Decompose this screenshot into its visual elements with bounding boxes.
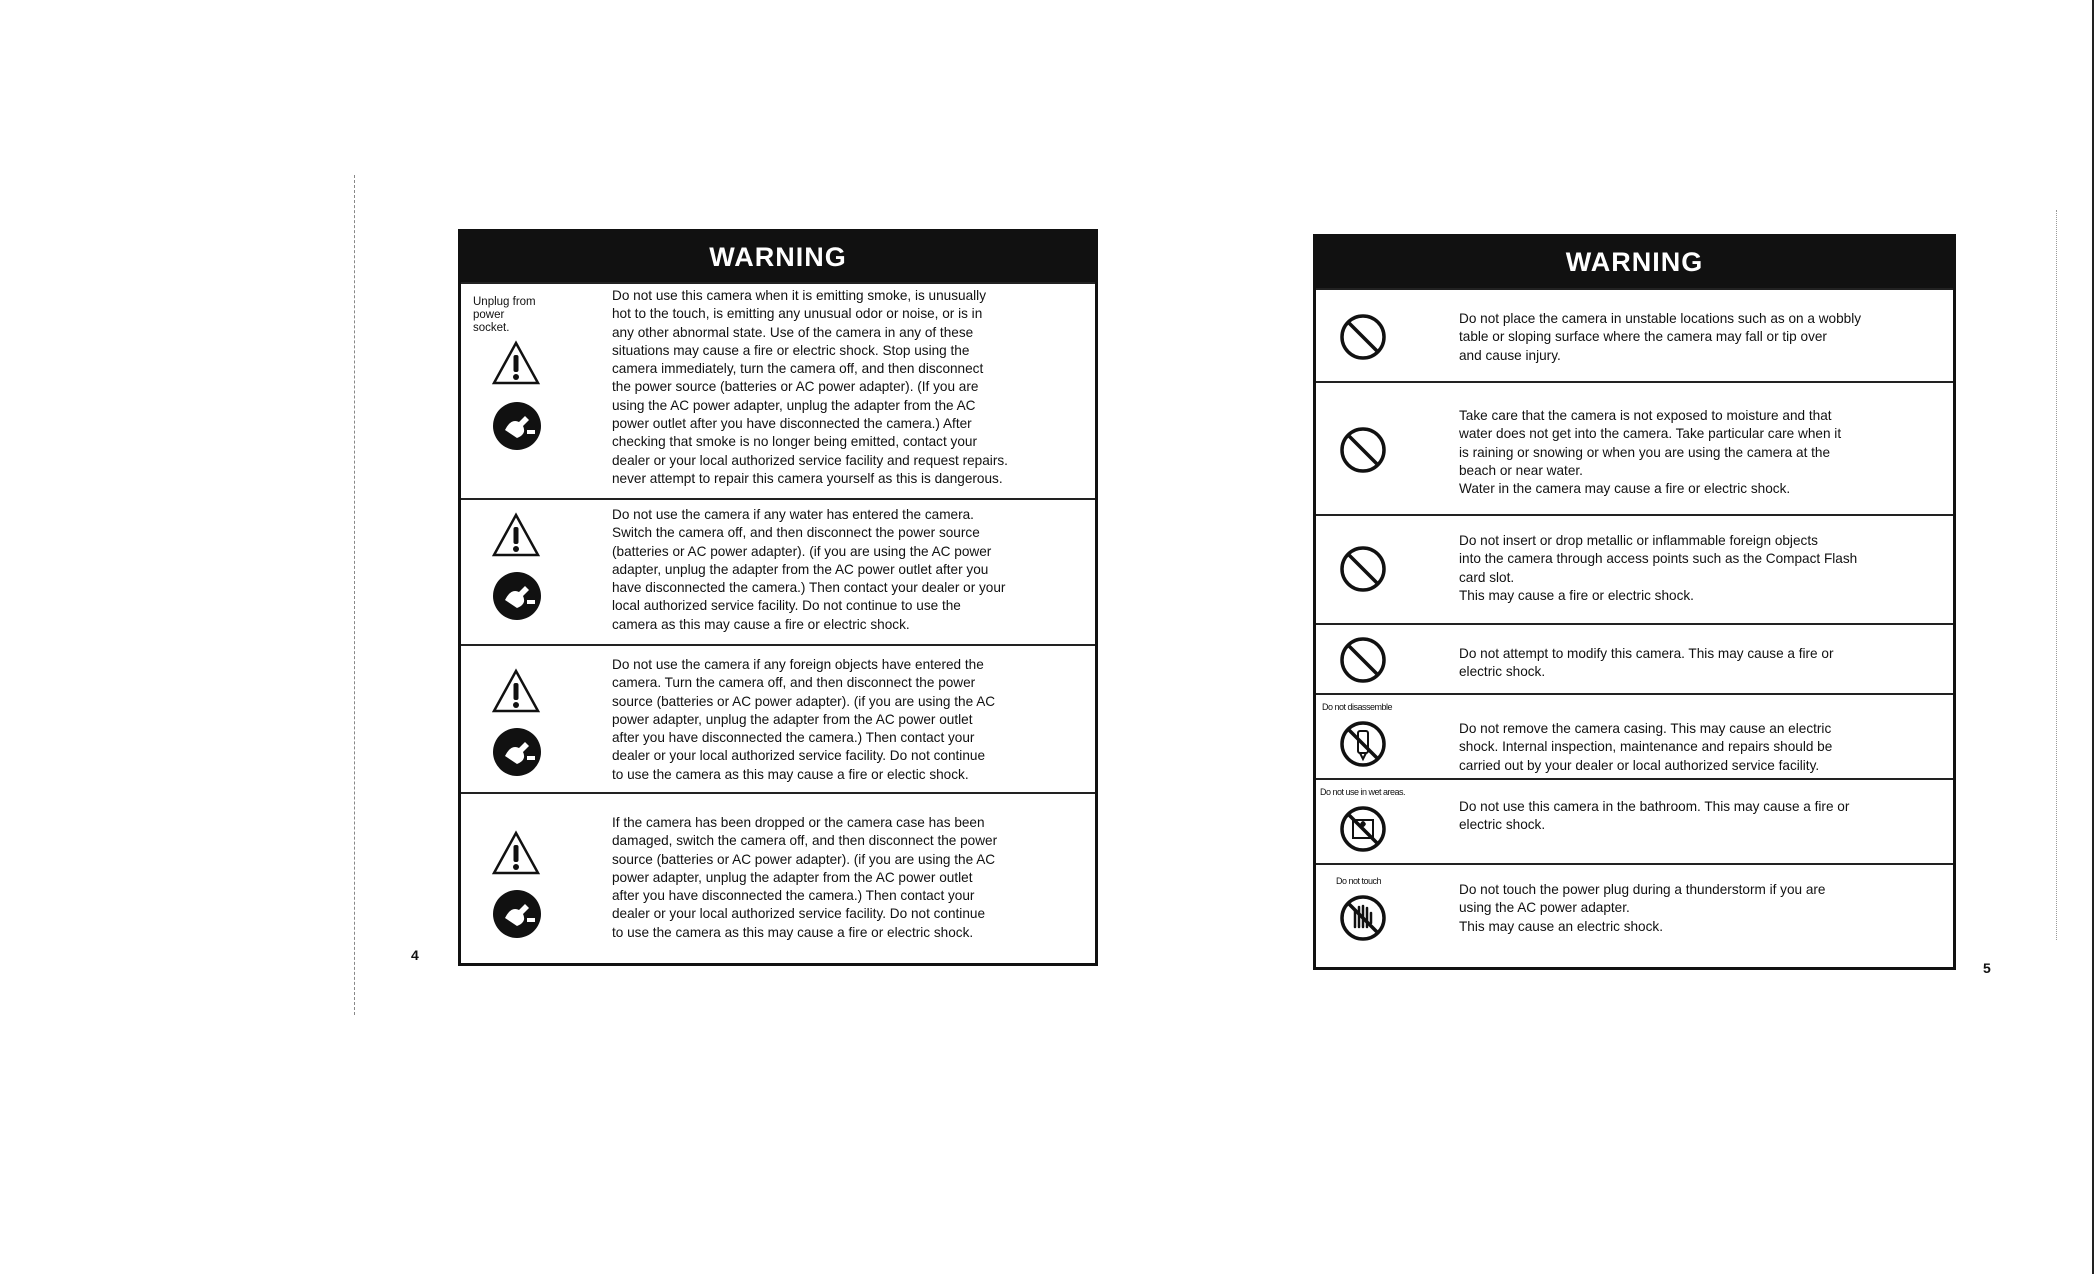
warning-text <box>1459 645 1909 682</box>
text-line: adapter, unplug the adapter from the AC power outlet after you <box>612 561 989 577</box>
icon-caption: Do not touch <box>1336 876 1382 886</box>
icon-column <box>473 296 559 335</box>
warning-text <box>612 287 1049 488</box>
text-line: beach or near water. <box>1459 462 1583 478</box>
text-line: Do not remove the camera casing. This may cause an electric <box>1459 721 1832 736</box>
unplug-icon <box>491 400 577 452</box>
text-line: after you have disconnected the camera.) Then contact your <box>612 730 975 746</box>
unplug-icon <box>491 570 577 622</box>
text-line: to use the camera as this may cause a fire or electic shock. <box>612 766 969 782</box>
caution-triangle-icon <box>491 830 577 876</box>
right-margin-guide <box>2056 210 2057 940</box>
text-line: source (batteries or AC power adapter). (if you are using the AC <box>612 851 996 867</box>
text-line: If the camera has been dropped or the camera case has been <box>612 815 985 830</box>
icon-caption: Do not disassemble <box>1322 702 1393 712</box>
warning-row <box>1316 693 1953 778</box>
text-line: dealer or your local authorized service facility. Do not continue <box>612 906 986 922</box>
caution-triangle-icon <box>491 340 577 386</box>
text-line: after you have disconnected the camera.) Then contact your <box>612 888 975 904</box>
text-line: carried out by your dealer or local authorized service facility. <box>1459 757 1820 773</box>
page-number: 5 <box>1983 960 1991 976</box>
text-line: have disconnected the camera.) Then contact your dealer or your <box>612 580 1006 596</box>
text-line: Switch the camera off, and then disconnect the power source <box>612 525 980 541</box>
warning-row <box>1316 514 1953 623</box>
text-line: Do not touch the power plug during a thunderstorm if you are <box>1459 882 1826 897</box>
do-not-use-wet-icon <box>1338 804 1424 854</box>
panel-title: WARNING <box>1316 237 1953 288</box>
text-line: shock. Internal inspection, maintenance and repairs should be <box>1459 739 1833 755</box>
page-edge <box>2092 0 2094 1274</box>
text-line: Do not insert or drop metallic or inflammable foreign objects <box>1459 533 1818 548</box>
warning-panel-right <box>1313 234 1956 970</box>
page-number: 4 <box>411 947 419 963</box>
text-line: (batteries or AC power adapter). (if you are using the AC power <box>612 543 992 559</box>
text-line: into the camera through access points such as the Compact Flash <box>1459 551 1858 567</box>
caution-triangle-icon <box>491 512 577 558</box>
do-not-touch-icon <box>1338 893 1424 943</box>
text-line: Do not use this camera when it is emitting smoke, is unusually <box>612 288 986 303</box>
prohibited-icon <box>1338 312 1424 362</box>
text-line: Water in the camera may cause a fire or electric shock. <box>1459 481 1791 497</box>
text-line: and cause injury. <box>1459 347 1561 363</box>
text-line: dealer or your local authorized service facility. Do not continue <box>612 748 986 764</box>
text-line: card slot. <box>1459 569 1515 585</box>
text-line: electric shock. <box>1459 817 1546 833</box>
warning-text <box>1459 881 1909 936</box>
warning-panel-left <box>458 229 1098 966</box>
text-line: power adapter, unplug the adapter from the AC power outlet <box>612 711 973 727</box>
prohibited-icon <box>1338 425 1424 475</box>
warning-text <box>612 506 1049 634</box>
text-line: camera. Turn the camera off, and then disconnect the power <box>612 675 976 691</box>
warning-row <box>461 498 1095 644</box>
warning-text <box>1459 532 1909 605</box>
text-line: local authorized service facility. Do not continue to use the <box>612 598 961 614</box>
text-line: table or sloping surface where the camera may fall or tip over <box>1459 329 1827 345</box>
panel-title: WARNING <box>461 232 1095 282</box>
warning-text <box>1459 798 1909 835</box>
text-line: camera as this may cause a fire or electric shock. <box>612 616 910 632</box>
unplug-icon <box>491 888 577 940</box>
warning-text <box>1459 407 1909 498</box>
text-line: Do not attempt to modify this camera. This may cause a fire or <box>1459 646 1834 661</box>
text-line: using the AC power adapter. <box>1459 900 1630 916</box>
icon-caption: Do not use in wet areas. <box>1320 787 1406 797</box>
text-line: power adapter, unplug the adapter from the AC power outlet <box>612 869 973 885</box>
text-line: never attempt to repair this camera yourself as this is dangerous. <box>612 470 1003 486</box>
prohibited-icon <box>1338 544 1424 594</box>
warning-row <box>461 282 1095 498</box>
caution-triangle-icon <box>491 668 577 714</box>
warning-row <box>461 644 1095 792</box>
text-line: Do not place the camera in unstable locations such as on a wobbly <box>1459 311 1862 326</box>
left-margin-guide <box>354 175 355 1015</box>
warning-text <box>612 814 1049 942</box>
prohibited-icon <box>1338 635 1424 685</box>
text-line: the power source (batteries or AC power adapter). (If you are <box>612 379 979 395</box>
text-line: to use the camera as this may cause a fire or electric shock. <box>612 924 974 940</box>
warning-row <box>461 792 1095 962</box>
text-line: camera immediately, turn the camera off, and then disconnect <box>612 361 984 377</box>
text-line: This may cause an electric shock. <box>1459 918 1663 934</box>
text-line: power outlet after you have disconnected the camera.) After <box>612 416 972 432</box>
warning-row <box>1316 288 1953 381</box>
text-line: situations may cause a fire or electric shock. Stop using the <box>612 342 970 358</box>
unplug-icon <box>491 726 577 778</box>
text-line: This may cause a fire or electric shock. <box>1459 587 1694 603</box>
warning-row <box>1316 778 1953 863</box>
text-line: any other abnormal state. Use of the camera in any of these <box>612 324 974 340</box>
text-line: water does not get into the camera. Take particular care when it <box>1459 426 1842 442</box>
text-line: Take care that the camera is not exposed to moisture and that <box>1459 408 1832 423</box>
text-line: dealer or your local authorized service facility and request repairs. <box>612 452 1008 468</box>
text-line: Do not use the camera if any water has entered the camera. <box>612 507 974 522</box>
icon-caption: Unplug from power socket. <box>473 296 536 334</box>
warning-text <box>612 656 1049 784</box>
text-line: damaged, switch the camera off, and then disconnect the power <box>612 833 998 849</box>
warning-text <box>1459 310 1909 365</box>
text-line: electric shock. <box>1459 664 1546 680</box>
text-line: is raining or snowing or when you are using the camera at the <box>1459 444 1831 460</box>
text-line: Do not use this camera in the bathroom. This may cause a fire or <box>1459 799 1850 814</box>
do-not-disassemble-icon <box>1338 719 1424 769</box>
text-line: Do not use the camera if any foreign objects have entered the <box>612 657 984 672</box>
text-line: checking that smoke is no longer being emitted, contact your <box>612 434 977 450</box>
text-line: source (batteries or AC power adapter). (if you are using the AC <box>612 693 996 709</box>
text-line: hot to the touch, is emitting any unusual odor or noise, or is in <box>612 306 983 322</box>
warning-row <box>1316 381 1953 514</box>
warning-row <box>1316 623 1953 693</box>
warning-text <box>1459 720 1909 775</box>
text-line: using the AC power adapter, unplug the adapter from the AC <box>612 397 976 413</box>
warning-row <box>1316 863 1953 952</box>
